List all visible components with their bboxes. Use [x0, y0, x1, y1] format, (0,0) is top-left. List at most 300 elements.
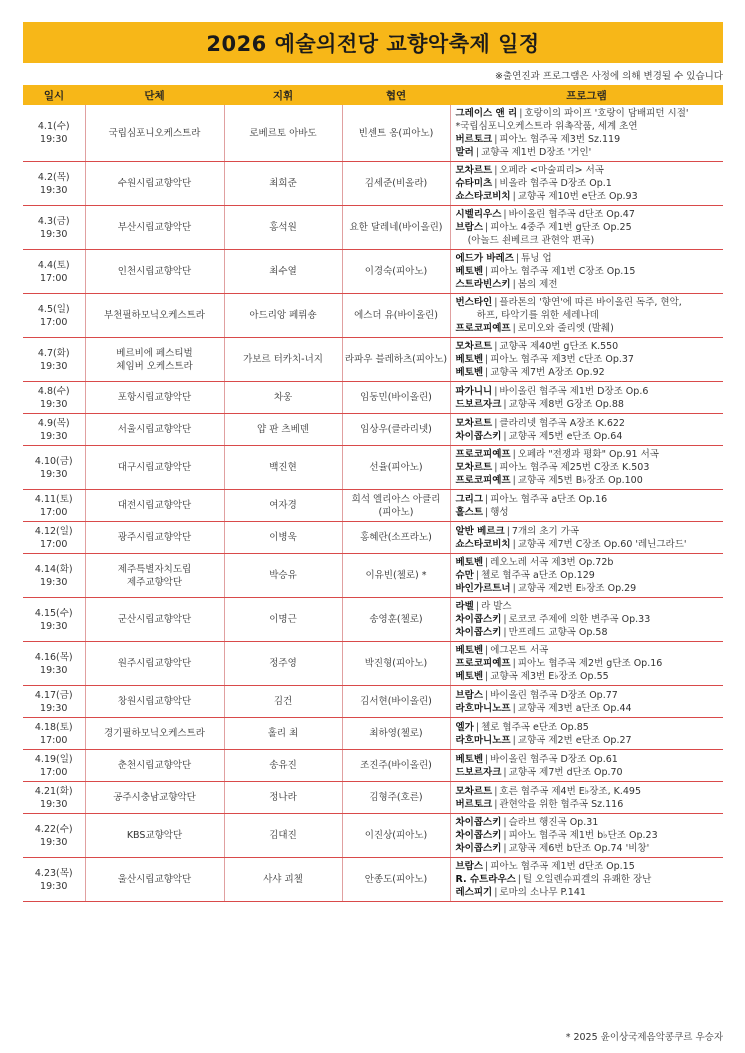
table-row — [23, 642, 723, 686]
work-title: 틸 오일렌슈피겔의 유쾌한 장난 — [523, 874, 652, 885]
separator: | — [485, 266, 489, 277]
separator: | — [494, 165, 498, 176]
header-conductor: 지휘 — [224, 85, 342, 105]
program-line — [456, 177, 722, 190]
program-line — [456, 842, 722, 855]
separator: | — [494, 462, 498, 473]
program-line — [456, 322, 722, 335]
work-title: 교향곡 제7번 A장조 Op.92 — [490, 367, 605, 378]
work-title: 교향곡 제5번 e단조 Op.64 — [508, 430, 623, 442]
orchestra-cell: 부천필하모닉오케스트라 — [85, 294, 224, 338]
separator: | — [485, 367, 489, 378]
separator: | — [485, 645, 489, 656]
composer-name: 에드가 바레즈 — [455, 253, 514, 264]
separator: | — [485, 222, 489, 233]
schedule-body — [23, 105, 723, 902]
program-line — [456, 190, 722, 203]
composer-name: R. 슈트라우스 — [455, 874, 516, 885]
datetime-cell — [23, 642, 85, 686]
work-title: 로마의 소나무 P.141 — [499, 887, 586, 898]
work-title: 교향곡 제7번 C장조 Op.60 '레닌그라드' — [517, 538, 687, 550]
separator: | — [503, 766, 507, 778]
composer-name: 차이콥스키 — [455, 817, 502, 828]
header-soloist: 협연 — [342, 85, 450, 105]
program-cell — [450, 338, 723, 382]
composer-name: 라흐마니노프 — [455, 734, 511, 746]
work-title: 오페라 "전쟁과 평화" Op.91 서곡 — [517, 449, 659, 460]
conductor-cell: 백진현 — [224, 446, 342, 490]
soloist-cell: 홍혜란(소프라노) — [342, 522, 450, 554]
date-text: 4.16(목) — [34, 651, 73, 663]
separator: | — [512, 279, 516, 290]
composer-name: 드보르자크 — [455, 766, 502, 778]
separator: | — [475, 601, 480, 612]
datetime-cell — [23, 522, 85, 554]
table-row — [23, 414, 723, 446]
composer-name: 차이콥스키 — [455, 843, 502, 854]
conductor-cell: 정나라 — [224, 782, 342, 814]
work-title: 바이올린 협주곡 d단조 Op.47 — [508, 209, 635, 220]
date-text: 4.19(일) — [34, 753, 73, 765]
separator: | — [485, 557, 489, 568]
conductor-cell: 박승유 — [224, 554, 342, 598]
conductor-cell: 얍 판 츠베덴 — [224, 414, 342, 446]
orchestra-cell: 군산시립교향악단 — [85, 598, 224, 642]
conductor-cell: 아드리앙 페뤼숑 — [224, 294, 342, 338]
datetime-cell — [23, 490, 85, 522]
date-text: 4.2(목) — [37, 171, 70, 183]
orchestra-cell: 포항시립교향악단 — [85, 382, 224, 414]
composer-name: 슈만 — [455, 570, 474, 581]
composer-name: 베토벤 — [455, 557, 484, 568]
soloist-cell: 김세준(비올라) — [342, 162, 450, 206]
table-row — [23, 490, 723, 522]
orchestra-cell: 울산시립교향악단 — [85, 858, 224, 902]
work-title: 만프레드 교향곡 Op.58 — [508, 627, 608, 638]
time-text: 19:30 — [40, 664, 68, 676]
composer-name: 브람스 — [455, 861, 484, 872]
work-title: 피아노 협주곡 a단조 Op.16 — [490, 493, 608, 505]
time-text: 17:00 — [40, 506, 68, 518]
separator: | — [475, 721, 480, 733]
program-line — [456, 702, 722, 715]
work-title: 교향곡 제5번 B♭장조 Op.100 — [517, 475, 643, 486]
orchestra-cell: 공주시충남교향악단 — [85, 782, 224, 814]
table-row — [23, 858, 723, 902]
orchestra-cell: 서울시립교향악단 — [85, 414, 224, 446]
datetime-cell — [23, 382, 85, 414]
table-row — [23, 294, 723, 338]
conductor-cell: 여자경 — [224, 490, 342, 522]
program-line — [456, 296, 722, 309]
composer-name: 말러 — [455, 147, 474, 158]
time-text: 19:30 — [40, 184, 68, 196]
separator: | — [485, 753, 489, 765]
work-title: 비올라 협주곡 D장조 Op.1 — [499, 178, 612, 189]
soloist-cell: 희석 엘리아스 아클리 (피아노) — [342, 490, 450, 522]
program-line — [456, 221, 722, 234]
composer-name: 프로코피예프 — [455, 323, 511, 334]
separator: | — [512, 583, 516, 594]
program-line — [456, 798, 722, 811]
program-line — [456, 309, 722, 322]
conductor-cell: 송유진 — [224, 750, 342, 782]
composer-name: 브람스 — [455, 689, 484, 701]
date-text: 4.23(목) — [34, 867, 73, 879]
program-line — [456, 133, 722, 146]
time-text: 19:30 — [40, 360, 68, 372]
composer-name: 차이콥스키 — [455, 614, 502, 625]
work-title: 교향곡 제6번 b단조 Op.74 '비창' — [508, 843, 650, 854]
program-line — [456, 613, 722, 626]
work-title: 피아노 협주곡 제3번 Sz.119 — [499, 134, 621, 145]
program-line — [456, 525, 722, 538]
date-text: 4.1(수) — [37, 121, 70, 132]
composer-name: 베토벤 — [455, 753, 484, 765]
conductor-cell: 가보르 터카치-너지 — [224, 338, 342, 382]
composer-name: 모차르트 — [455, 785, 493, 797]
date-text: 4.17(금) — [34, 689, 73, 701]
datetime-cell — [23, 750, 85, 782]
composer-name: 버르토크 — [455, 798, 493, 810]
soloist-cell: 최하영(첼로) — [342, 718, 450, 750]
program-cell — [450, 206, 723, 250]
separator: | — [475, 570, 480, 581]
program-line — [456, 208, 722, 221]
time-text: 19:30 — [40, 798, 68, 810]
orchestra-cell: 대전시립교향악단 — [85, 490, 224, 522]
program-line — [456, 670, 722, 683]
composer-name: 차이콥스키 — [455, 627, 502, 638]
separator: | — [494, 341, 498, 352]
header-datetime: 일시 — [23, 85, 85, 105]
work-title: 튜닝 업 — [521, 253, 552, 264]
work-title: 교향곡 제1번 D장조 '거인' — [481, 147, 592, 158]
work-title: 호른 협주곡 제4번 E♭장조, K.495 — [499, 785, 642, 797]
composer-name: 드보르자크 — [455, 398, 502, 410]
soloist-cell: 이경숙(피아노) — [342, 250, 450, 294]
program-line — [456, 538, 722, 551]
program-line — [456, 353, 722, 366]
program-cell — [450, 105, 723, 162]
orchestra-cell: 창원시립교향악단 — [85, 686, 224, 718]
program-line — [456, 785, 722, 798]
table-row — [23, 782, 723, 814]
separator: | — [494, 785, 498, 797]
separator: | — [512, 475, 516, 486]
composer-name: 베토벤 — [455, 266, 484, 277]
program-line — [456, 385, 722, 398]
work-title: 첼로 협주곡 e단조 Op.85 — [481, 721, 589, 733]
separator: | — [512, 702, 516, 714]
date-text: 4.15(수) — [34, 607, 73, 619]
work-title: 라 발스 — [481, 601, 512, 612]
separator: | — [485, 493, 489, 505]
program-line — [456, 234, 722, 247]
composer-name: 모차르트 — [455, 341, 493, 352]
separator: | — [485, 354, 489, 365]
time-text: 19:30 — [40, 228, 68, 240]
datetime-cell — [23, 294, 85, 338]
datetime-cell — [23, 414, 85, 446]
composer-name: 모차르트 — [455, 165, 493, 176]
program-line — [456, 873, 722, 886]
composer-name: 베토벤 — [455, 645, 484, 656]
soloist-cell: 이진상(피아노) — [342, 814, 450, 858]
work-title: 바이올린 협주곡 D장조 Op.77 — [490, 689, 618, 701]
time-text: 19:30 — [40, 702, 68, 714]
program-cell — [450, 414, 723, 446]
soloist-cell: 송영훈(첼로) — [342, 598, 450, 642]
program-cell — [450, 718, 723, 750]
separator: | — [485, 689, 489, 701]
separator: | — [512, 449, 516, 460]
separator: | — [503, 843, 507, 854]
work-title: 로미오와 줄리엣 (발췌) — [517, 323, 614, 334]
title-banner — [23, 22, 723, 63]
separator: | — [494, 798, 498, 810]
program-cell — [450, 814, 723, 858]
program-cell — [450, 750, 723, 782]
schedule-table — [23, 85, 723, 902]
work-title: 피아노 협주곡 제1번 C장조 Op.15 — [490, 266, 636, 277]
datetime-cell — [23, 686, 85, 718]
table-row — [23, 814, 723, 858]
table-row — [23, 105, 723, 162]
composer-name: 알반 베르크 — [455, 525, 505, 537]
soloist-cell: 김서현(바이올린) — [342, 686, 450, 718]
program-line — [456, 461, 722, 474]
date-text: 4.5(일) — [37, 303, 70, 315]
program-cell — [450, 250, 723, 294]
program-line — [456, 600, 722, 613]
datetime-cell — [23, 782, 85, 814]
program-line — [456, 569, 722, 582]
time-text: 17:00 — [40, 766, 68, 778]
separator: | — [519, 108, 523, 119]
program-line — [456, 886, 722, 899]
program-line — [456, 398, 722, 411]
work-title: 7개의 초기 가곡 — [511, 525, 580, 537]
composer-name: 쇼스타코비치 — [455, 191, 511, 202]
program-line — [456, 252, 722, 265]
work-title: 교향곡 제10번 e단조 Op.93 — [517, 191, 638, 202]
program-cell — [450, 446, 723, 490]
soloist-cell: 임동민(바이올린) — [342, 382, 450, 414]
datetime-cell — [23, 250, 85, 294]
table-row — [23, 718, 723, 750]
conductor-cell: 최희준 — [224, 162, 342, 206]
composer-name: 베토벤 — [455, 671, 484, 682]
time-text: 17:00 — [40, 538, 68, 550]
orchestra-cell: 대구시립교향악단 — [85, 446, 224, 490]
composer-name: 번스타인 — [455, 297, 493, 308]
program-line — [456, 474, 722, 487]
separator: | — [503, 430, 507, 442]
composer-name: 쇼스타코비치 — [455, 538, 511, 550]
separator: | — [485, 506, 489, 518]
program-cell — [450, 294, 723, 338]
program-line — [456, 689, 722, 702]
separator: | — [503, 614, 507, 625]
composer-name: 바인가르트너 — [455, 583, 511, 594]
program-line — [456, 340, 722, 353]
soloist-cell: 박진형(피아노) — [342, 642, 450, 686]
program-cell — [450, 642, 723, 686]
header-orchestra: 단체 — [85, 85, 224, 105]
program-cell — [450, 522, 723, 554]
datetime-cell — [23, 554, 85, 598]
date-text: 4.9(목) — [37, 417, 70, 429]
datetime-cell — [23, 338, 85, 382]
separator: | — [515, 253, 520, 264]
work-title: 로코코 주제에 의한 변주곡 Op.33 — [508, 614, 651, 625]
program-line — [456, 829, 722, 842]
program-line — [456, 120, 722, 133]
work-title: 바이올린 협주곡 D장조 Op.61 — [490, 753, 618, 765]
table-row — [23, 522, 723, 554]
date-text: 4.7(화) — [37, 347, 70, 359]
work-title: 레오노레 서곡 제3번 Op.72b — [490, 557, 614, 568]
soloist-cell: 요한 달레네(바이올린) — [342, 206, 450, 250]
program-cell — [450, 490, 723, 522]
composer-name: 브람스 — [455, 222, 484, 233]
separator: | — [512, 734, 516, 746]
work-title: 오페라 <마술피리> 서곡 — [499, 165, 604, 176]
table-header-row — [23, 85, 723, 105]
soloist-cell: 조진주(바이올린) — [342, 750, 450, 782]
program-cell — [450, 162, 723, 206]
conductor-cell: 이명근 — [224, 598, 342, 642]
table-row — [23, 686, 723, 718]
composer-name: 프로코피예프 — [455, 449, 511, 460]
composer-name: 모차르트 — [455, 417, 493, 429]
header-program: 프로그램 — [450, 85, 723, 105]
orchestra-cell: 부산시립교향악단 — [85, 206, 224, 250]
soloist-cell: 빈센트 옹(피아노) — [342, 105, 450, 162]
program-line — [456, 430, 722, 443]
program-line — [456, 753, 722, 766]
program-cell — [450, 858, 723, 902]
time-text: 19:30 — [40, 398, 68, 410]
soloist-cell: 라파우 블레하츠(피아노) — [342, 338, 450, 382]
separator: | — [494, 178, 498, 189]
work-title: 클라리넷 협주곡 A장조 K.622 — [499, 417, 625, 429]
work-title: *국립심포니오케스트라 위촉작품, 세계 초연 — [455, 121, 638, 132]
time-text: 19:30 — [40, 430, 68, 442]
program-line — [456, 816, 722, 829]
date-text: 4.11(토) — [34, 493, 73, 505]
time-text: 19:30 — [40, 468, 68, 480]
conductor-cell: 정주영 — [224, 642, 342, 686]
date-text: 4.21(화) — [34, 785, 73, 797]
composer-name: 베토벤 — [455, 354, 484, 365]
composer-name: 버르토크 — [455, 134, 493, 145]
work-title: 교향곡 제40번 g단조 K.550 — [499, 341, 619, 352]
work-title: 피아노 협주곡 제3번 c단조 Op.37 — [490, 354, 634, 365]
program-line — [456, 626, 722, 639]
page-title: 2026 예술의전당 교향악축제 일정 — [206, 31, 540, 56]
program-line — [456, 107, 722, 120]
separator: | — [475, 147, 480, 158]
composer-name: 베토벤 — [455, 367, 484, 378]
orchestra-cell: 수원시립교향악단 — [85, 162, 224, 206]
orchestra-cell: 춘천시립교향악단 — [85, 750, 224, 782]
separator: | — [512, 323, 516, 334]
program-line — [456, 493, 722, 506]
separator: | — [503, 209, 507, 220]
conductor-cell: 로베르토 아바도 — [224, 105, 342, 162]
conductor-cell: 사샤 괴첼 — [224, 858, 342, 902]
work-title: 슬라브 행진곡 Op.31 — [508, 817, 599, 828]
program-line — [456, 506, 722, 519]
program-cell — [450, 686, 723, 718]
program-line — [456, 146, 722, 159]
soloist-cell: 김형주(호른) — [342, 782, 450, 814]
composer-name: 차이콥스키 — [455, 830, 502, 841]
soloist-cell: 임상우(클라리넷) — [342, 414, 450, 446]
datetime-cell — [23, 718, 85, 750]
date-text: 4.18(토) — [34, 721, 73, 733]
composer-name: 홀스트 — [455, 506, 484, 518]
work-title: 교향곡 제8번 G장조 Op.88 — [508, 398, 624, 410]
table-row — [23, 250, 723, 294]
separator: | — [485, 671, 489, 682]
separator: | — [503, 830, 507, 841]
composer-name: 그리그 — [455, 493, 484, 505]
separator: | — [503, 817, 507, 828]
table-row — [23, 338, 723, 382]
program-line — [456, 448, 722, 461]
work-title: 교향곡 제2번 E♭장조 Op.29 — [517, 583, 637, 594]
separator: | — [517, 874, 521, 885]
table-row — [23, 554, 723, 598]
table-row — [23, 206, 723, 250]
program-line — [456, 721, 722, 734]
composer-name: 모차르트 — [455, 462, 493, 473]
composer-name: 스트라빈스키 — [455, 279, 511, 290]
separator: | — [503, 627, 507, 638]
work-title: 교향곡 제3번 E♭장조 Op.55 — [490, 671, 609, 682]
separator: | — [494, 887, 498, 898]
separator: | — [494, 134, 498, 145]
table-row — [23, 446, 723, 490]
program-line — [456, 766, 722, 779]
program-line — [456, 278, 722, 291]
orchestra-cell: 원주시립교향악단 — [85, 642, 224, 686]
datetime-cell — [23, 162, 85, 206]
conductor-cell: 이병욱 — [224, 522, 342, 554]
table-row — [23, 382, 723, 414]
date-text: 4.14(화) — [34, 563, 73, 575]
separator: | — [506, 525, 510, 537]
composer-name: 차이콥스키 — [455, 430, 502, 442]
table-row — [23, 598, 723, 642]
table-row — [23, 162, 723, 206]
table-row — [23, 750, 723, 782]
composer-name: 그레이스 앤 리 — [455, 108, 518, 119]
soloist-cell: 에스더 유(바이올린) — [342, 294, 450, 338]
date-text: 4.12(일) — [34, 525, 73, 537]
separator: | — [494, 417, 498, 429]
program-line — [456, 265, 722, 278]
work-title: 첼로 협주곡 a단조 Op.129 — [481, 570, 595, 581]
program-line — [456, 582, 722, 595]
work-title: 교향곡 제3번 a단조 Op.44 — [517, 702, 632, 714]
program-line — [456, 366, 722, 379]
conductor-cell: 김건 — [224, 686, 342, 718]
datetime-cell — [23, 598, 85, 642]
